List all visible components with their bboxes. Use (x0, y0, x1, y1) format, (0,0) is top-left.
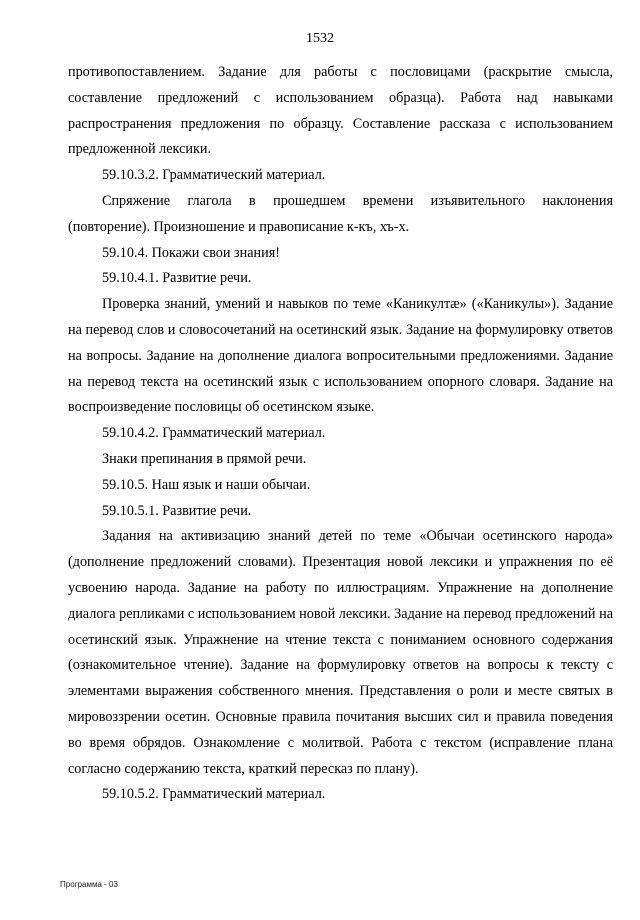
section-heading-59-10-5: 59.10.5. Наш язык и наши обычаи. (102, 476, 311, 493)
section-heading-59-10-5-2: 59.10.5.2. Грамматический материал. (102, 786, 326, 803)
section-heading-59-10-4-2: 59.10.4.2. Грамматический материал. (102, 425, 326, 442)
document-body (68, 60, 613, 808)
paragraph-continuation: противопоставлением. Задание для работы с пословицами (раскрытие смысла, составление предложений с использованием образца). Работа над навыками распространения предложения по образцу. Составление рассказа с использованием предложенной лексики. (68, 64, 613, 158)
paragraph-customs-tasks: Задания на активизацию знаний детей по теме «Обычаи осетинского народа» (дополнение предложений словами). Презентация новой лексики и упражнения по её усвоению народа. Задание на работу по иллюстрациям. Упражнение на дополнение диалога репликами с использованием новой лексики. Задание на перевод предложений на осетинский язык. Упражнение на чтение текста с пониманием основного содержания (ознакомительное чтение). Задание на формулировку ответов на вопросы к тексту с элементами выражения собственного мнения. Представления о роли и месте святых в мировоззрении осетин. Основные правила почитания высших сил и правила поведения во время обрядов. Ознакомление с молитвой. Работа с текстом (исправление плана согласно содержанию текста, краткий пересказ по плану). (68, 528, 613, 777)
section-heading-59-10-3-2: 59.10.3.2. Грамматический материал. (102, 167, 326, 184)
page-footer: Программа - 03 (60, 880, 118, 889)
section-heading-59-10-4-1: 59.10.4.1. Развитие речи. (102, 270, 252, 287)
section-heading-59-10-5-1: 59.10.5.1. Развитие речи. (102, 502, 252, 519)
paragraph-verb-conjugation: Спряжение глагола в прошедшем времени изъявительного наклонения (повторение). Произношение и правописание к-къ, хъ-х. (68, 192, 613, 235)
page-number: 1532 (306, 31, 334, 46)
paragraph-punctuation: Знаки препинания в прямой речи. (102, 450, 307, 467)
section-heading-59-10-4: 59.10.4. Покажи свои знания! (102, 244, 280, 261)
paragraph-knowledge-check: Проверка знаний, умений и навыков по теме «Каникултæ» («Каникулы»). Задание на перевод слов и словосочетаний на осетинский язык. Задание на формулировку ответов на вопросы. Задание на дополнение диалога вопросительными предложениями. Задание на перевод текста на осетинский язык с использованием опорного словаря. Задание на воспроизведение пословицы об осетинском языке. (68, 296, 613, 416)
